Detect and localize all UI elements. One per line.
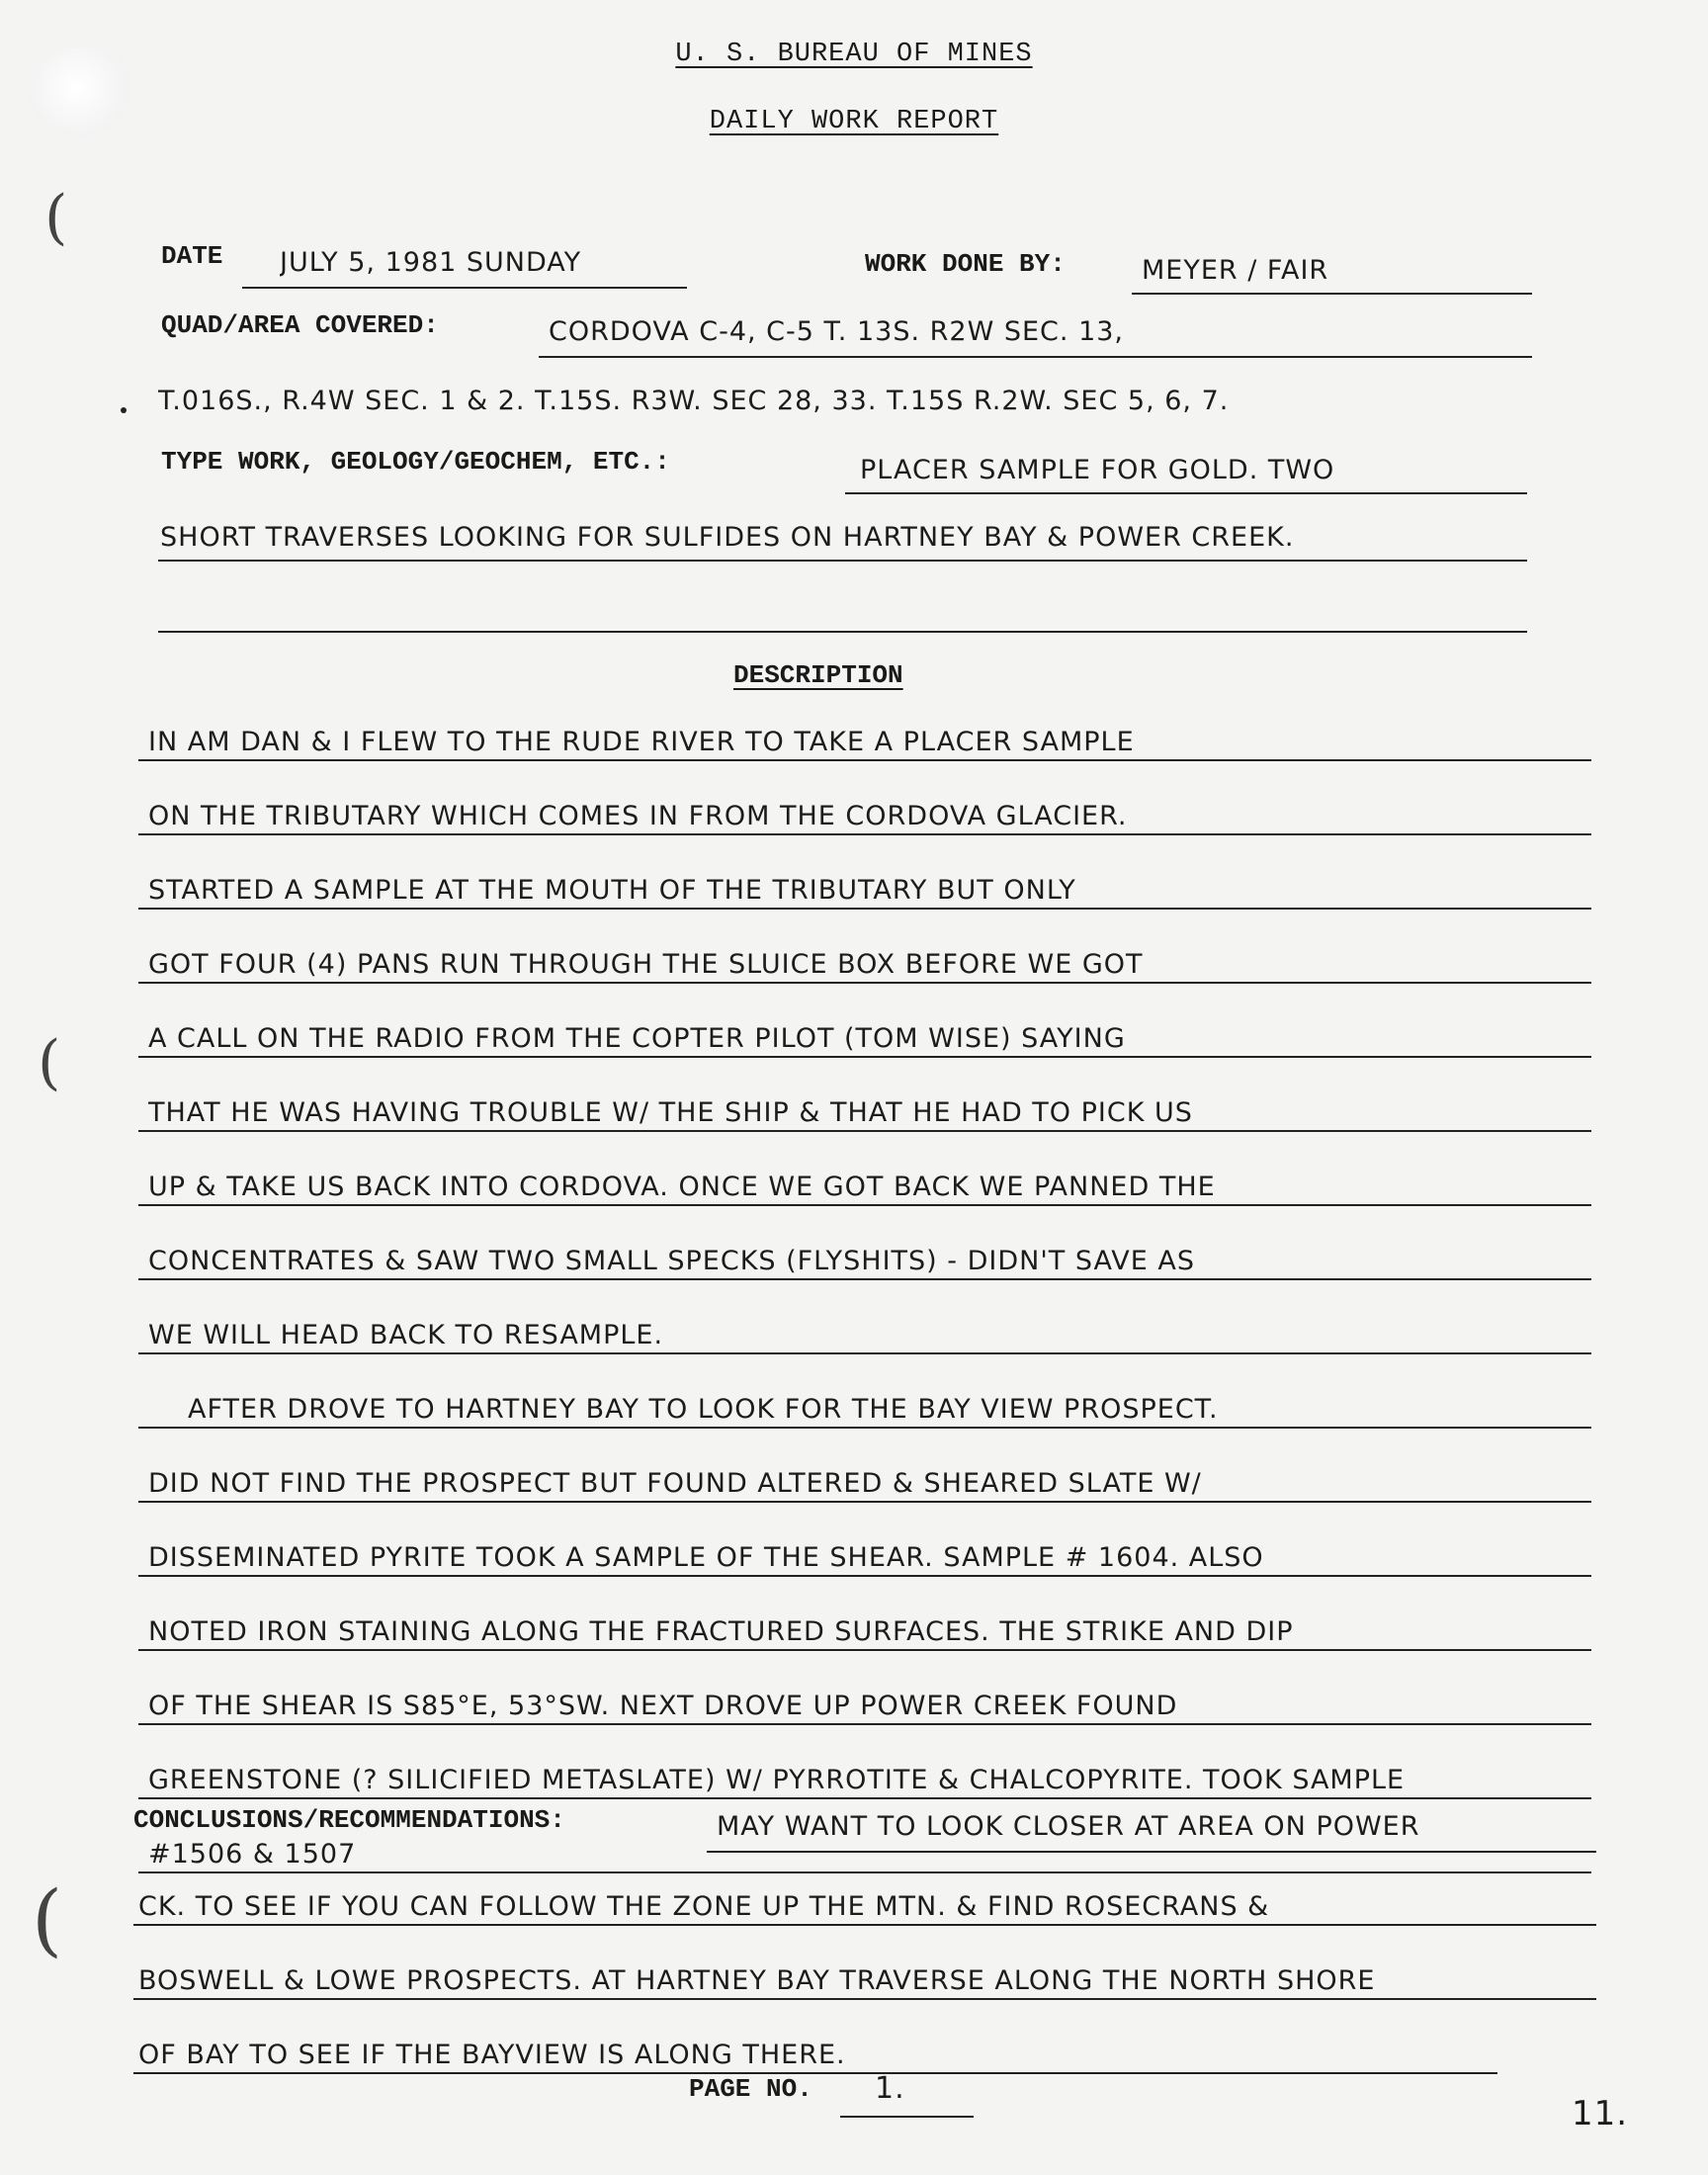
conclusions-text: OF BAY TO SEE IF THE BAYVIEW IS ALONG THERE. bbox=[138, 2040, 846, 2070]
description-text: IN AM DAN & I FLEW TO THE RUDE RIVER TO TAKE A PLACER SAMPLE bbox=[148, 727, 1135, 757]
margin-dot bbox=[121, 407, 127, 413]
description-text: A CALL ON THE RADIO FROM THE COPTER PILOT (TOM WISE) SAYING bbox=[148, 1023, 1126, 1054]
type-work-rule-1 bbox=[845, 492, 1527, 494]
conclusions-text: BOSWELL & LOWE PROSPECTS. AT HARTNEY BAY TRAVERSE ALONG THE NORTH SHORE bbox=[138, 1965, 1376, 1996]
conclusions-rule bbox=[133, 1998, 1596, 2000]
description-rule bbox=[138, 908, 1591, 910]
conclusions-line bbox=[133, 1929, 1596, 2000]
description-text: UP & TAKE US BACK INTO CORDOVA. ONCE WE GOT BACK WE PANNED THE bbox=[148, 1172, 1216, 1202]
description-text: CONCENTRATES & SAW TWO SMALL SPECKS (FLYSHITS) - DIDN'T SAVE AS bbox=[148, 1246, 1195, 1276]
hole-punch-mark-top: ( bbox=[44, 183, 68, 252]
hole-punch-mark-middle: ( bbox=[38, 1028, 61, 1097]
conclusions-line bbox=[133, 1855, 1596, 1926]
description-rule bbox=[138, 1278, 1591, 1280]
description-line bbox=[138, 1061, 1591, 1132]
date-rule bbox=[242, 287, 687, 289]
description-text: ON THE TRIBUTARY WHICH COMES IN FROM THE CORDOVA GLACIER. bbox=[148, 801, 1128, 831]
conclusions-text: MAY WANT TO LOOK CLOSER AT AREA ON POWER bbox=[717, 1811, 1420, 1842]
page-number-label: PAGE NO. bbox=[689, 2074, 812, 2104]
description-line bbox=[138, 690, 1591, 761]
description-text: STARTED A SAMPLE AT THE MOUTH OF THE TRIBUTARY BUT ONLY bbox=[148, 875, 1076, 906]
quad-area-line-1: CORDOVA C-4, C-5 T. 13S. R2W SEC. 13, bbox=[549, 316, 1125, 347]
description-rule bbox=[138, 1427, 1591, 1429]
conclusions-label: CONCLUSIONS/RECOMMENDATIONS: bbox=[133, 1805, 565, 1835]
description-line bbox=[138, 913, 1591, 984]
description-line bbox=[138, 1135, 1591, 1206]
description-line bbox=[138, 1654, 1591, 1725]
description-text: AFTER DROVE TO HARTNEY BAY TO LOOK FOR THE BAY VIEW PROSPECT. bbox=[188, 1394, 1219, 1425]
type-work-rule-3 bbox=[158, 631, 1527, 633]
date-value: JULY 5, 1981 SUNDAY bbox=[280, 247, 582, 278]
work-done-by-rule bbox=[1132, 293, 1532, 295]
description-text: NOTED IRON STAINING ALONG THE FRACTURED SURFACES. THE STRIKE AND DIP bbox=[148, 1616, 1294, 1647]
description-line bbox=[138, 764, 1591, 835]
type-work-label: TYPE WORK, GEOLOGY/GEOCHEM, ETC.: bbox=[161, 447, 670, 477]
description-text: #1506 & 1507 bbox=[148, 1839, 357, 1870]
description-text: DID NOT FIND THE PROSPECT BUT FOUND ALTERED & SHEARED SLATE W/ bbox=[148, 1468, 1202, 1499]
description-line bbox=[138, 1580, 1591, 1651]
conclusions-rule bbox=[133, 1924, 1596, 1926]
type-work-rule-2 bbox=[158, 560, 1527, 562]
quad-area-label: QUAD/AREA COVERED: bbox=[161, 310, 439, 340]
description-line bbox=[138, 838, 1591, 910]
agency-title: U. S. BUREAU OF MINES bbox=[675, 40, 1033, 69]
description-line bbox=[138, 1283, 1591, 1354]
description-line bbox=[138, 987, 1591, 1058]
conclusions-text: CK. TO SEE IF YOU CAN FOLLOW THE ZONE UP THE MTN. & FIND ROSECRANS & bbox=[138, 1891, 1270, 1922]
description-rule bbox=[138, 1501, 1591, 1503]
description-title: DESCRIPTION bbox=[733, 660, 903, 690]
quad-area-line-2: T.016S., R.4W SEC. 1 & 2. T.15S. R3W. SEC 28, 33. T.15S R.2W. SEC 5, 6, 7. bbox=[158, 386, 1230, 416]
conclusions-rule-1 bbox=[707, 1851, 1596, 1853]
type-work-line-2: SHORT TRAVERSES LOOKING FOR SULFIDES ON HARTNEY BAY & POWER CREEK. bbox=[160, 522, 1295, 553]
description-rule bbox=[138, 1130, 1591, 1132]
description-rule bbox=[138, 1797, 1591, 1799]
quad-area-rule-1 bbox=[539, 356, 1532, 358]
description-line bbox=[138, 1728, 1591, 1799]
description-text: THAT HE WAS HAVING TROUBLE W/ THE SHIP & THAT HE HAD TO PICK US bbox=[148, 1097, 1193, 1128]
work-done-by-label: WORK DONE BY: bbox=[865, 249, 1066, 279]
description-rule bbox=[138, 1575, 1591, 1577]
description-text: WE WILL HEAD BACK TO RESAMPLE. bbox=[148, 1320, 664, 1350]
date-label: DATE bbox=[161, 241, 223, 271]
conclusions-line bbox=[133, 2003, 1596, 2074]
description-rule bbox=[138, 1723, 1591, 1725]
description-text: GREENSTONE (? SILICIFIED METASLATE) W/ PYRROTITE & CHALCOPYRITE. TOOK SAMPLE bbox=[148, 1765, 1406, 1795]
hole-punch-mark-bottom: ( bbox=[32, 1873, 63, 1965]
page-number-rule bbox=[840, 2116, 974, 2118]
description-text: OF THE SHEAR IS S85°E, 53°SW. NEXT DROVE UP POWER CREEK FOUND bbox=[148, 1691, 1178, 1721]
description-text: GOT FOUR (4) PANS RUN THROUGH THE SLUICE BOX BEFORE WE GOT bbox=[148, 949, 1144, 980]
description-rule bbox=[138, 1352, 1591, 1354]
description-rule bbox=[138, 1204, 1591, 1206]
corner-page-number: 11. bbox=[1572, 2094, 1629, 2133]
description-rule bbox=[138, 759, 1591, 761]
description-line bbox=[138, 1506, 1591, 1577]
description-line bbox=[138, 1432, 1591, 1503]
report-title: DAILY WORK REPORT bbox=[709, 107, 999, 136]
type-work-line-1: PLACER SAMPLE FOR GOLD. TWO bbox=[860, 455, 1335, 485]
work-done-by-value: MEYER / FAIR bbox=[1142, 255, 1329, 286]
description-rule bbox=[138, 1649, 1591, 1651]
page-number-value: 1. bbox=[875, 2071, 905, 2106]
description-rule bbox=[138, 833, 1591, 835]
description-line bbox=[138, 1209, 1591, 1280]
description-text: DISSEMINATED PYRITE TOOK A SAMPLE OF THE SHEAR. SAMPLE # 1604. ALSO bbox=[148, 1542, 1264, 1573]
description-rule bbox=[138, 1056, 1591, 1058]
conclusions-rule bbox=[133, 2072, 1497, 2074]
description-line bbox=[138, 1357, 1591, 1429]
description-rule bbox=[138, 982, 1591, 984]
